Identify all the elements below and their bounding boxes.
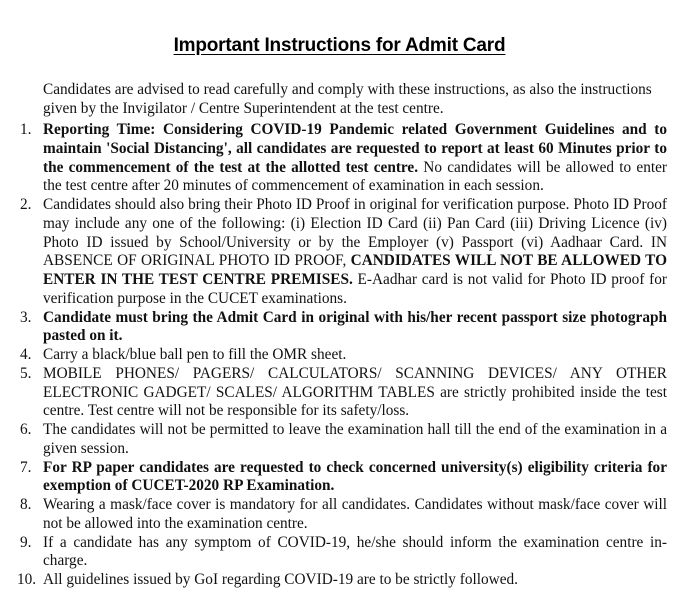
instruction-item-10 <box>0 571 679 590</box>
instruction-item-1 <box>0 121 679 196</box>
instruction-item-7 <box>0 459 679 497</box>
item-text: All guidelines issued by GoI regarding COVID-19 are to be strictly followed. <box>43 571 518 588</box>
item-text: Candidates should also bring their Photo ID Proof in original for verification purpose. Photo ID Proof may include any one of the following: (i) Election ID Card (ii) Pan Card (iii) Driving Licence (iv) Photo ID issued by School/University or by the Employer (v) Passport (vi) Aadhaar Card. IN ABSENCE OF ORIGINAL PHOTO ID PROOF, <box>43 196 667 270</box>
item-bold-text: Candidate must bring the Admit Card in original with his/her recent passport size photograph pasted on it. <box>43 308 667 345</box>
instruction-item-8 <box>0 496 679 534</box>
item-text: Carry a black/blue ball pen to fill the OMR sheet. <box>43 346 347 363</box>
item-number: 5. <box>20 364 32 382</box>
item-bold-text: For RP paper candidates are requested to check concerned university(s) eligibility criteria for exemption of CUCET-2020 RP Examination. <box>43 458 667 495</box>
item-text: If a candidate has any symptom of COVID-19, he/she should inform the examination centre in-charge. <box>43 533 667 570</box>
item-text: MOBILE PHONES/ PAGERS/ CALCULATORS/ SCANNING DEVICES/ ANY OTHER ELECTRONIC GADGET/ SCALES/ ALGORITHM TABLES are strictly prohibited inside the test centre. Test centre will not be responsible for its safety/loss. <box>43 364 667 420</box>
item-text: Wearing a mask/face cover is mandatory for all candidates. Candidates without mask/face cover will not be allowed into the examination centre. <box>43 496 667 532</box>
item-text: No candidates will be allowed to enter the test centre after 20 minutes of commencement of examination in each session. <box>43 158 667 195</box>
instructions-list <box>0 121 679 590</box>
item-number: 6. <box>20 421 32 438</box>
instruction-item-3 <box>0 309 679 347</box>
item-number: 7. <box>20 458 32 476</box>
item-number: 9. <box>20 533 32 551</box>
instruction-item-4 <box>0 346 679 365</box>
item-number: 8. <box>20 496 32 513</box>
intro-paragraph: Candidates are advised to read carefully and comply with these instructions, as also the instructions given by the Invigilator / Centre Superintendent at the test centre. <box>43 81 652 117</box>
instruction-item-2 <box>0 196 679 309</box>
item-number: 10. <box>17 571 37 588</box>
item-number: 4. <box>20 346 32 363</box>
item-bold-text: CANDIDATES WILL NOT BE ALLOWED TO ENTER IN THE TEST CENTRE PREMISES. <box>43 252 667 288</box>
item-number: 1. <box>20 121 32 138</box>
page-title: Important Instructions for Admit Card <box>173 34 506 56</box>
instruction-item-6 <box>0 421 679 459</box>
instruction-item-9 <box>0 534 679 572</box>
item-bold-text: Reporting Time: Considering COVID-19 Pandemic related Government Guidelines and to maintain 'Social Distancing', all candidates are requested to report at least 60 Minutes prior to the commencement of the test at the allotted test centre. <box>43 121 667 176</box>
item-text: The candidates will not be permitted to leave the examination hall till the end of the examination in a given session. <box>43 421 667 457</box>
item-number: 3. <box>20 308 32 326</box>
item-text-after: E-Aadhar card is not valid for Photo ID proof for verification purpose in the CUCET examinations. <box>43 271 667 307</box>
item-number: 2. <box>20 196 32 213</box>
instruction-item-5 <box>0 365 679 421</box>
